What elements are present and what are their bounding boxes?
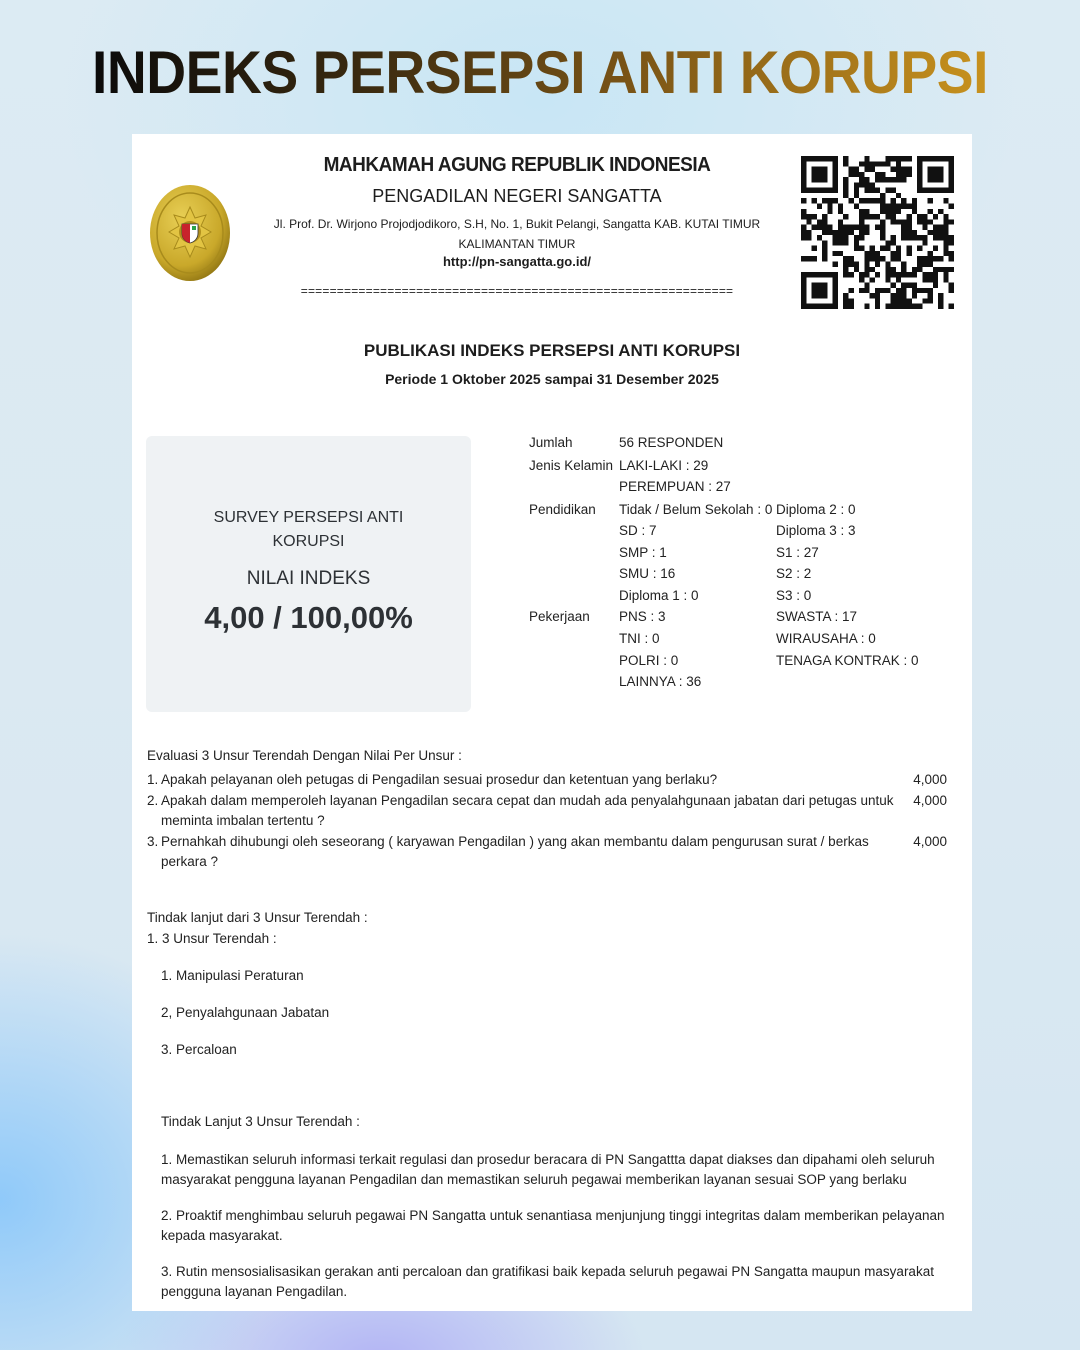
score-card-label: NILAI INDEKS [246, 568, 371, 589]
lowest-element-item: 2, Penyalahgunaan Jabatan [161, 1005, 330, 1020]
job-item: WIRAUSAHA : 0 [776, 631, 876, 646]
document-sheet [132, 134, 972, 1311]
education-item: Diploma 3 : 3 [776, 523, 856, 538]
header-separator: ============================================================ [300, 284, 734, 298]
gender-male: LAKI-LAKI : 29 [619, 458, 709, 473]
item-question: Pernahkah dihubungi oleh seseorang ( karyawan Pengadilan ) yang akan membantu dalam pengurusan surat / berkas perkara ? [161, 834, 869, 869]
item-number: 2. [147, 793, 159, 808]
index-score-card [146, 436, 471, 712]
education-item: SMP : 1 [619, 545, 667, 560]
education-item: S2 : 2 [776, 566, 812, 581]
education-item: SMU : 16 [619, 566, 676, 581]
follow-up-title: Tindak lanjut dari 3 Unsur Terendah : [147, 910, 368, 925]
headline-text: INDEKS PERSEPSI ANTI KORUPSI [91, 39, 989, 106]
actions-title: Tindak Lanjut 3 Unsur Terendah : [161, 1114, 360, 1129]
court-name: PENGADILAN NEGERI SANGATTA [372, 186, 662, 206]
job-item: SWASTA : 17 [776, 609, 858, 624]
score-card-title: SURVEY PERSEPSI ANTI KORUPSI [213, 509, 404, 550]
court-website-link[interactable]: http://pn-sangatta.go.id/ [442, 254, 592, 269]
institution-name: MAHKAMAH AGUNG REPUBLIK INDONESIA [323, 154, 711, 176]
gender-label: Jenis Kelamin [529, 458, 614, 473]
address-line-2: KALIMANTAN TIMUR [458, 237, 576, 251]
mahkamah-agung-seal-icon [148, 182, 232, 284]
total-value: 56 RESPONDEN [619, 435, 724, 450]
job-item: PNS : 3 [619, 609, 666, 624]
job-item: POLRI : 0 [619, 653, 679, 668]
total-label: Jumlah [529, 435, 573, 450]
evaluation-title: Evaluasi 3 Unsur Terendah Dengan Nilai Per Unsur : [147, 748, 462, 763]
item-score: 4,000 [913, 793, 947, 808]
education-item: Diploma 2 : 0 [776, 502, 856, 517]
job-item: LAINNYA : 36 [619, 674, 702, 689]
qr-code-icon[interactable] [801, 156, 954, 309]
job-label: Pekerjaan [529, 609, 590, 624]
item-score: 4,000 [913, 772, 947, 787]
item-score: 4,000 [913, 834, 947, 849]
item-question: Apakah dalam memperoleh layanan Pengadilan secara cepat dan mudah ada penyalahgunaan jabatan dari petugas untuk meminta imbalan tertentu ? [161, 793, 894, 828]
education-item: Diploma 1 : 0 [619, 588, 699, 603]
lowest-element-item: 3. Percaloan [161, 1042, 237, 1057]
item-number: 3. [147, 834, 159, 849]
education-item: S3 : 0 [776, 588, 812, 603]
gender-female: PEREMPUAN : 27 [619, 479, 731, 494]
job-item: TENAGA KONTRAK : 0 [776, 653, 919, 668]
publication-title: PUBLIKASI INDEKS PERSEPSI ANTI KORUPSI [363, 341, 741, 360]
court-address [252, 214, 782, 254]
follow-up-subtitle: 1. 3 Unsur Terendah : [147, 931, 277, 946]
education-label: Pendidikan [529, 502, 596, 517]
education-item: SD : 7 [619, 523, 657, 538]
action-item: 3. Rutin mensosialisasikan gerakan anti percaloan dan gratifikasi baik kepada seluruh pegawai PN Sangatta maupun masyarakat pengguna layanan Pengadilan. [161, 1264, 934, 1299]
address-line-1: Jl. Prof. Dr. Wirjono Projodjodikoro, S.H, No. 1, Bukit Pelangi, Sangatta KAB. KUTAI TIMUR [273, 217, 761, 231]
lowest-element-item: 1. Manipulasi Peraturan [161, 968, 304, 983]
publication-period: Periode 1 Oktober 2025 sampai 31 Desember 2025 [385, 371, 719, 387]
item-question: Apakah pelayanan oleh petugas di Pengadilan sesuai prosedur dan ketentuan yang berlaku? [161, 772, 718, 787]
job-item: TNI : 0 [619, 631, 660, 646]
action-item: 1. Memastikan seluruh informasi terkait regulasi dan prosedur beracara di PN Sangattta dapat diakses dan dipahami oleh seluruh masyarakat pengguna layanan Pengadilan dan memastikan seluruh pegawai memberikan layanan sesuai SOP yang berlaku [161, 1152, 935, 1187]
education-item: S1 : 27 [776, 545, 819, 560]
education-item: Tidak / Belum Sekolah : 0 [619, 502, 773, 517]
item-number: 1. [147, 772, 159, 787]
index-value: 4,00 / 100,00% [204, 600, 413, 635]
action-item: 2. Proaktif menghimbau seluruh pegawai PN Sangatta untuk senantiasa menjunjung tinggi integritas dalam memberikan pelayanan kepada masyarakat. [161, 1208, 945, 1243]
page-headline [43, 38, 1037, 107]
